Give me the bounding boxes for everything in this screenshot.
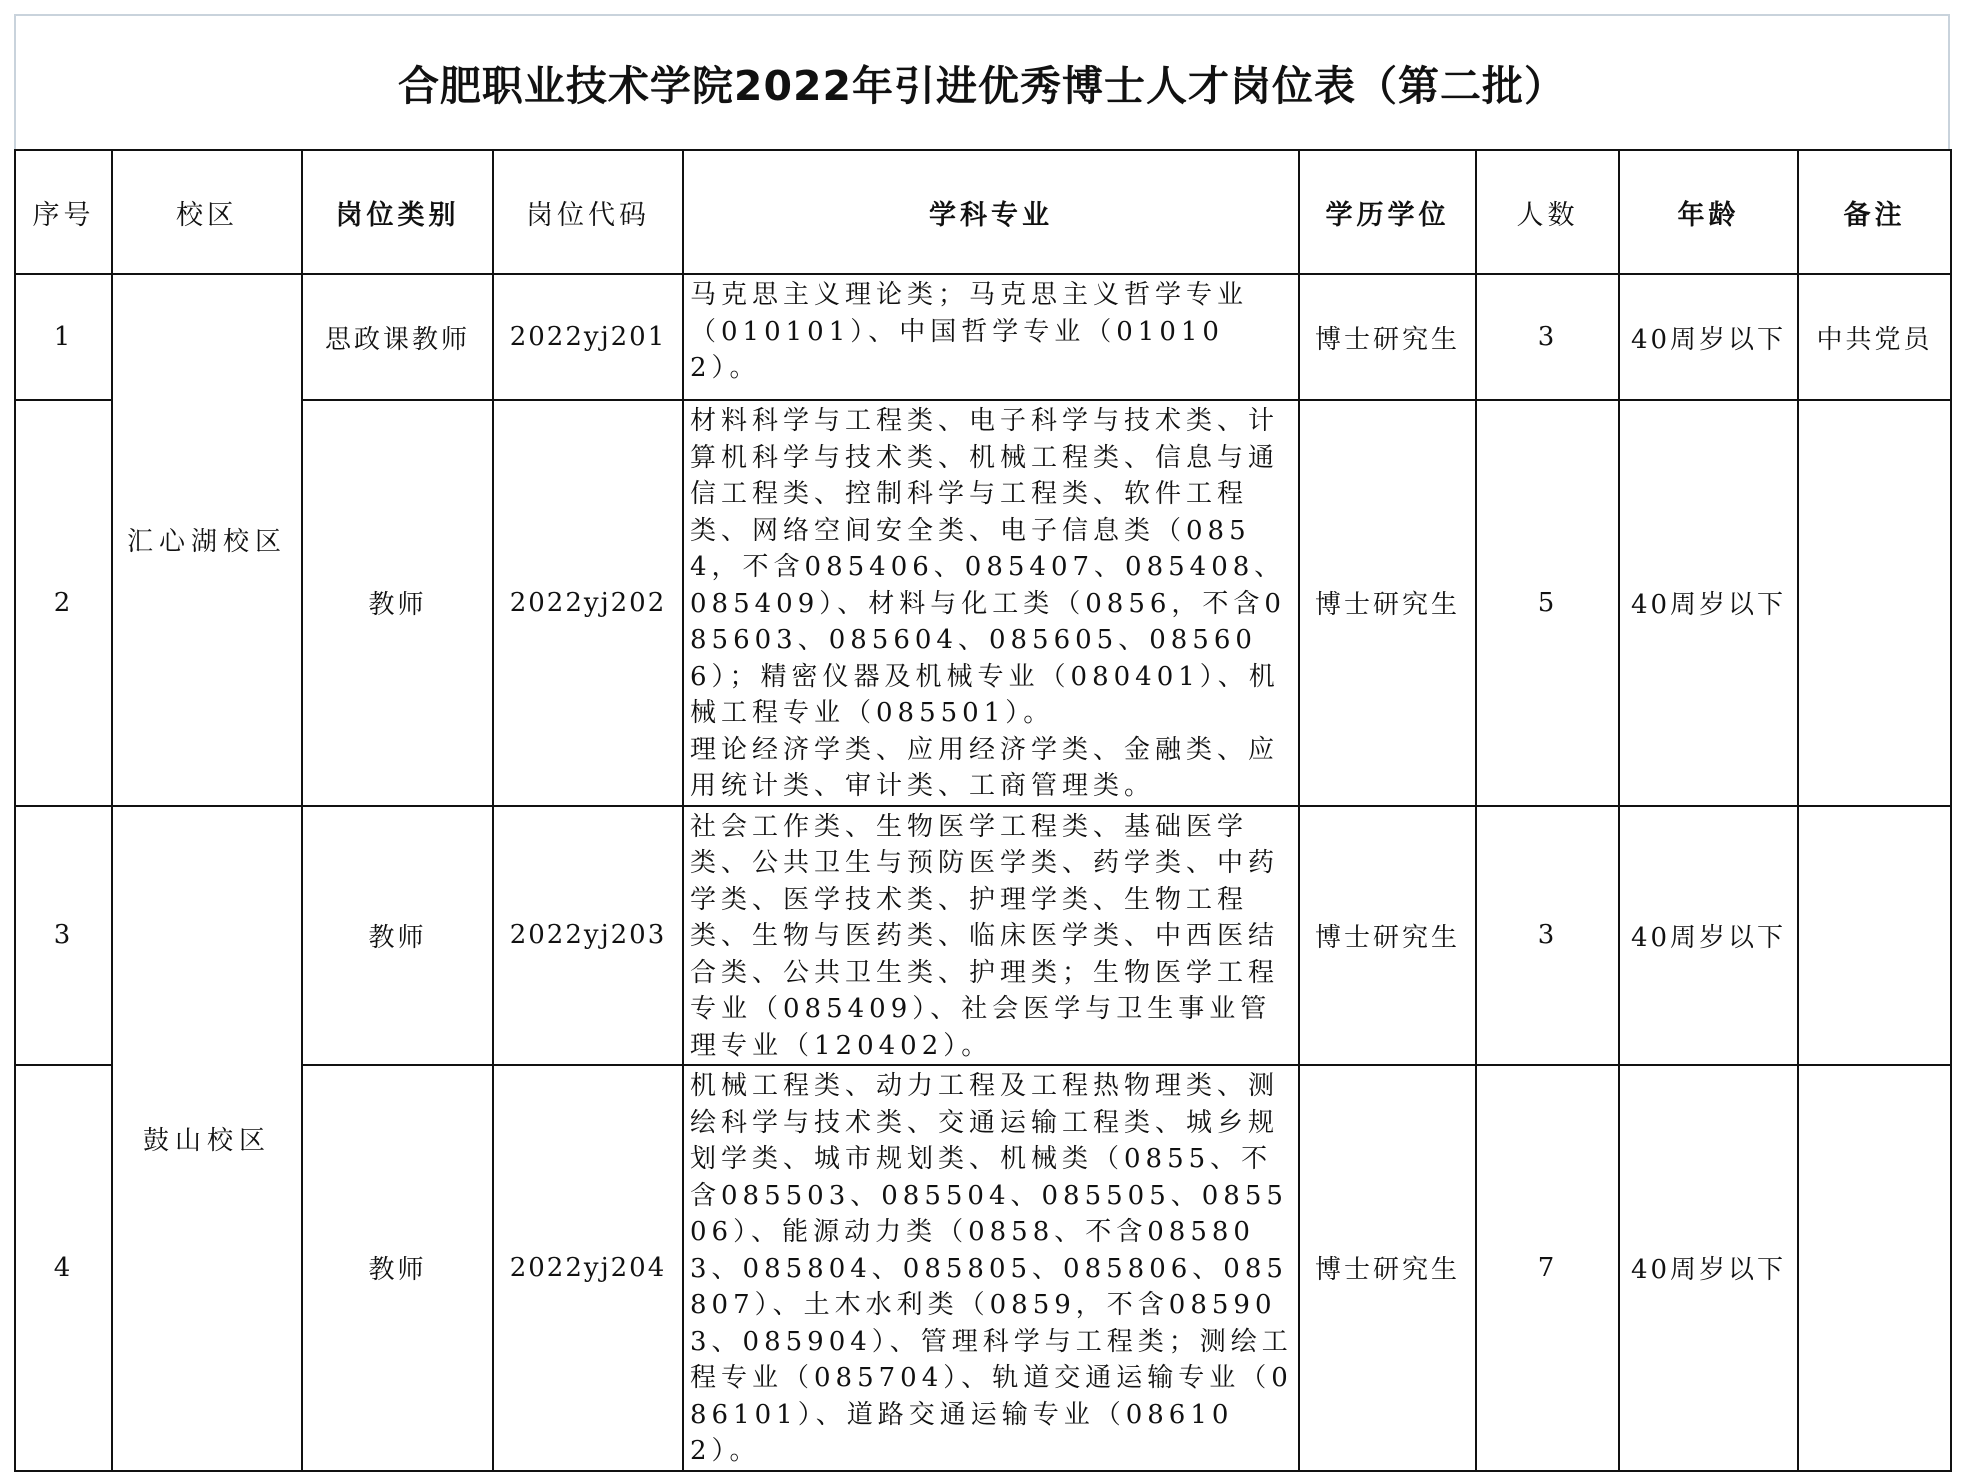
header-note: 备注 [1798,150,1951,274]
document-sheet [14,14,1950,1472]
page-title: 合肥职业技术学院2022年引进优秀博士人才岗位表（第二批） [397,62,1567,110]
header-code: 岗位代码 [493,150,683,274]
table-row [15,1065,1951,1471]
cell-degree: 博士研究生 [1299,806,1476,1066]
cell-category: 教师 [302,1065,493,1471]
subject-text: 马克思主义理论类；马克思主义哲学专业（010101）、中国哲学专业（010102）。 [690,280,1249,383]
cell-subject [683,274,1299,400]
cell-age: 40周岁以下 [1619,1065,1798,1471]
positions-table [14,149,1952,1472]
cell-degree: 博士研究生 [1299,1065,1476,1471]
cell-seq: 3 [15,806,112,1066]
cell-count: 3 [1476,274,1619,400]
cell-count: 7 [1476,1065,1619,1471]
table-row [15,274,1951,400]
cell-age: 40周岁以下 [1619,274,1798,400]
cell-seq: 2 [15,400,112,806]
header-subject: 学科专业 [683,150,1299,274]
header-seq: 序号 [15,150,112,274]
cell-subject [683,806,1299,1066]
header-campus: 校区 [112,150,302,274]
cell-seq: 4 [15,1065,112,1471]
subject-text: 理论经济学类、应用经济学类、金融类、应用统计类、审计类、工商管理类。 [690,734,1280,801]
cell-code: 2022yj201 [493,274,683,400]
cell-campus: 鼓山校区 [112,806,302,1471]
cell-note [1798,1065,1951,1471]
cell-code: 2022yj202 [493,400,683,806]
cell-age: 40周岁以下 [1619,806,1798,1066]
cell-code: 2022yj203 [493,806,683,1066]
cell-degree: 博士研究生 [1299,274,1476,400]
cell-degree: 博士研究生 [1299,400,1476,806]
cell-seq: 1 [15,274,112,400]
cell-note [1798,400,1951,806]
cell-note [1798,806,1951,1066]
cell-subject [683,400,1299,806]
cell-code: 2022yj204 [493,1065,683,1471]
subject-text: 机械工程类、动力工程及工程热物理类、测绘科学与技术类、交通运输工程类、城乡规划学类、城市规划类、机械类（0855、不含085503、085504、085505、085506）、能源动力类（0858、不含085803、085804、085805、085806、085807）、土木水利类（0859，不含085903、085904）、管理科学与工程类；测绘工程专业（085704）、轨道交通运输专业（086101）、道路交通运输专业（086102）。 [690,1071,1293,1466]
subject-text: 材料科学与工程类、电子科学与技术类、计算机科学与技术类、机械工程类、信息与通信工程类、控制科学与工程类、软件工程类、网络空间安全类、电子信息类（0854，不含085406、085407、085408、085409）、材料与化工类（0856，不含085603、085604、085605、085606）；精密仪器及机械专业（080401）、机械工程专业（085501）。 [690,406,1286,728]
title-row [14,14,1950,149]
table-row [15,400,1951,806]
header-count: 人数 [1476,150,1619,274]
header-age: 年龄 [1619,150,1798,274]
cell-note: 中共党员 [1798,274,1951,400]
cell-count: 3 [1476,806,1619,1066]
subject-text: 社会工作类、生物医学工程类、基础医学类、公共卫生与预防医学类、药学类、中药学类、医学技术类、护理学类、生物工程类、生物与医药类、临床医学类、中西医结合类、公共卫生类、护理类；生物医学工程专业（085409）、社会医学与卫生事业管理专业（120402）。 [690,811,1280,1061]
cell-count: 5 [1476,400,1619,806]
cell-category: 思政课教师 [302,274,493,400]
table-row [15,806,1951,1066]
cell-category: 教师 [302,400,493,806]
cell-campus: 汇心湖校区 [112,274,302,806]
cell-age: 40周岁以下 [1619,400,1798,806]
header-row [15,150,1951,274]
header-degree: 学历学位 [1299,150,1476,274]
header-category: 岗位类别 [302,150,493,274]
cell-subject [683,1065,1299,1471]
cell-category: 教师 [302,806,493,1066]
